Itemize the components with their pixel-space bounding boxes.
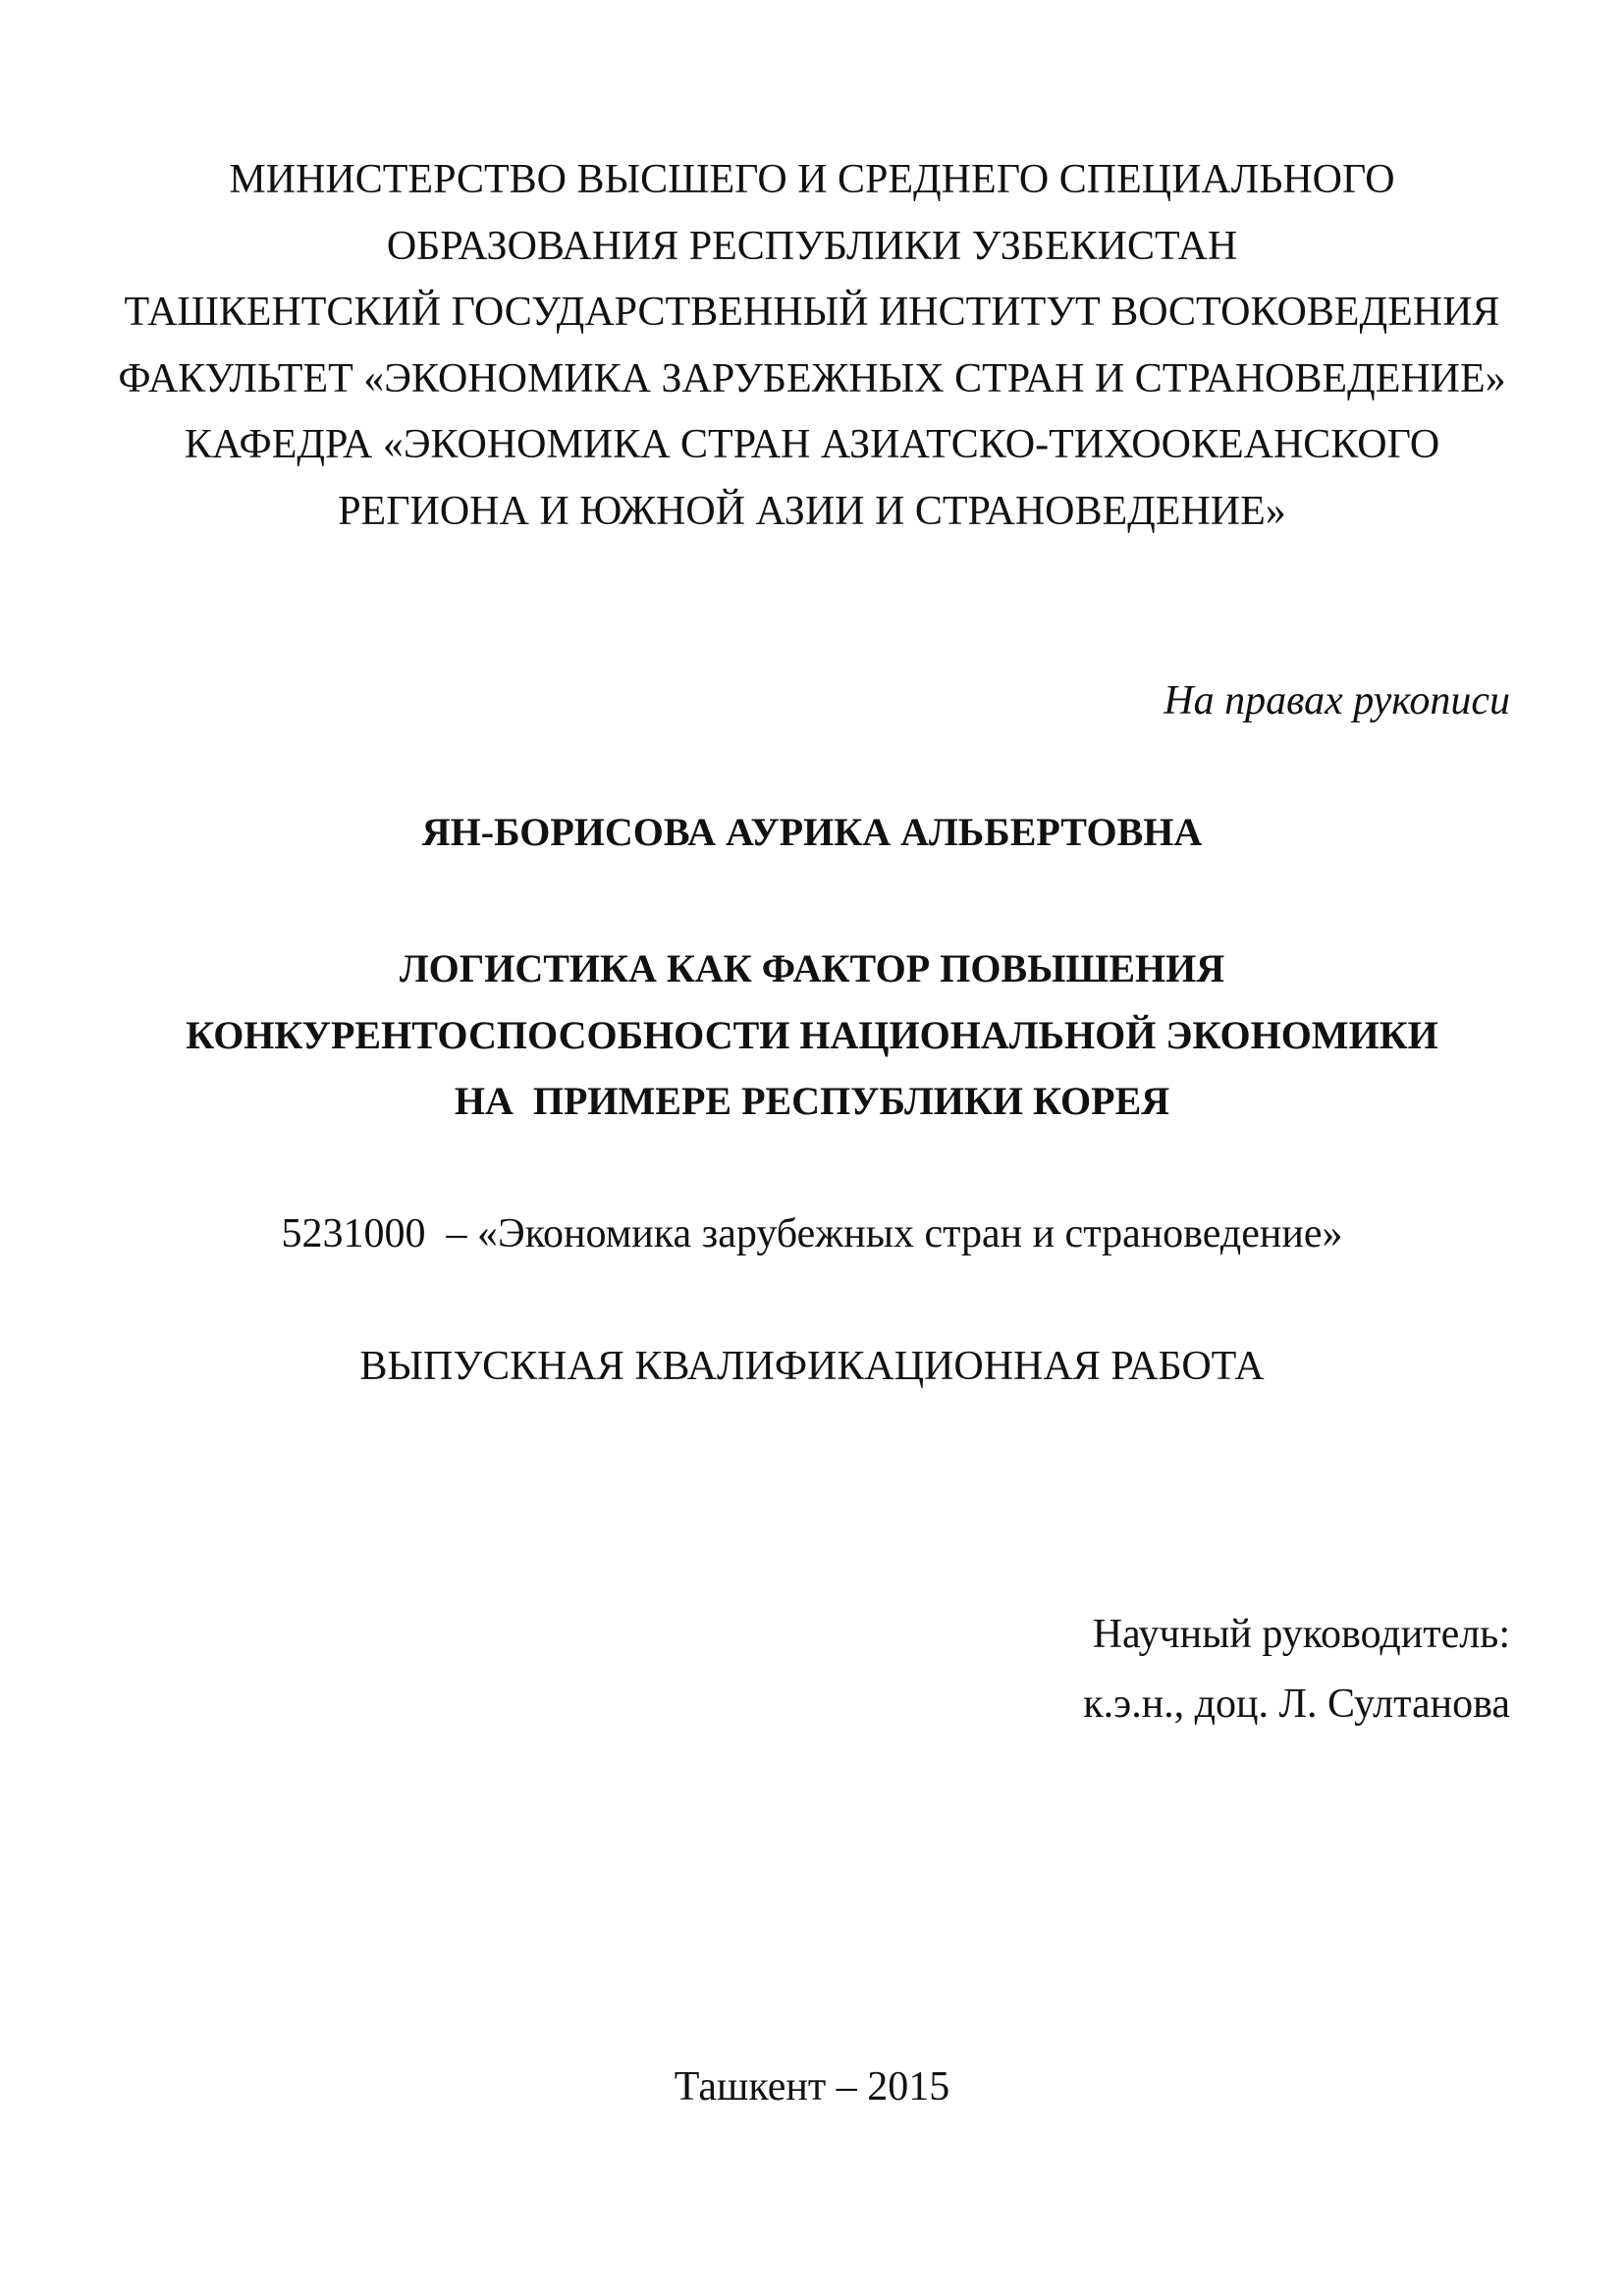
header-line-faculty: ФАКУЛЬТЕТ «ЭКОНОМИКА ЗАРУБЕЖНЫХ СТРАН И СТРАНОВЕДЕНИЕ»	[118, 355, 1506, 401]
supervisor-block	[1083, 1600, 1510, 1739]
header-line-department-cont: РЕГИОНА И ЮЖНОЙ АЗИИ И СТРАНОВЕДЕНИЕ»	[338, 488, 1286, 534]
supervisor-label: Научный руководитель:	[1092, 1612, 1510, 1657]
title-line-3: НА ПРИМЕРЕ РЕСПУБЛИКИ КОРЕЯ	[454, 1079, 1170, 1123]
supervisor-name: к.э.н., доц. Л. Султанова	[1083, 1682, 1510, 1727]
manuscript-note: На правах рукописи	[1164, 678, 1510, 723]
thesis-title	[0, 935, 1624, 1135]
title-line-1: ЛОГИСТИКА КАК ФАКТОР ПОВЫШЕНИЯ	[399, 946, 1225, 990]
header-line-institute: ТАШКЕНТСКИЙ ГОСУДАРСТВЕННЫЙ ИНСТИТУТ ВОСТОКОВЕДЕНИЯ	[124, 290, 1500, 335]
author-name: ЯН-БОРИСОВА АУРИКА АЛЬБЕРТОВНА	[421, 810, 1203, 854]
title-line-2: КОНКУРЕНТОСПОСОБНОСТИ НАЦИОНАЛЬНОЙ ЭКОНОМИКИ	[186, 1012, 1438, 1057]
city-year: Ташкент – 2015	[674, 2064, 950, 2109]
header-line-ministry-country: ОБРАЗОВАНИЯ РЕСПУБЛИКИ УЗБЕКИСТАН	[386, 223, 1238, 269]
header-line-department: КАФЕДРА «ЭКОНОМИКА СТРАН АЗИАТСКО-ТИХООКЕАНСКОГО	[184, 422, 1440, 467]
institution-header	[0, 147, 1624, 545]
work-type: ВЫПУСКНАЯ КВАЛИФИКАЦИОННАЯ РАБОТА	[359, 1344, 1265, 1389]
specialty-code: 5231000 – «Экономика зарубежных стран и страноведение»	[281, 1211, 1343, 1256]
header-line-ministry: МИНИСТЕРСТВО ВЫСШЕГО И СРЕДНЕГО СПЕЦИАЛЬНОГО	[229, 157, 1395, 202]
